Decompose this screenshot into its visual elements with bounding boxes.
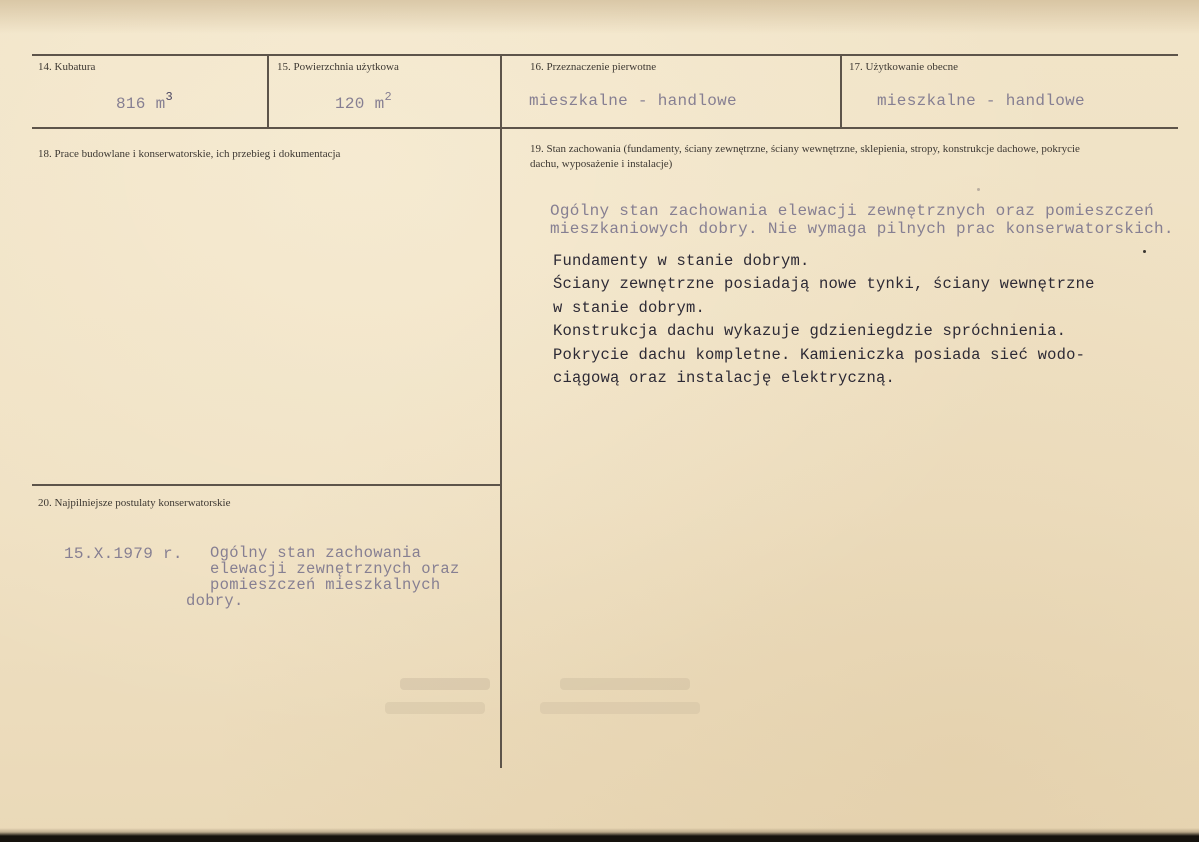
postulaty-line: pomieszczeń mieszkalnych (210, 576, 441, 594)
row1-bottom-rule (32, 127, 1178, 129)
postulaty-line: elewacji zewnętrznych oraz (210, 560, 460, 578)
divider-16-17 (840, 54, 842, 128)
stan-zachowania-summary (550, 202, 1174, 238)
top-rule (32, 54, 1178, 56)
przeznaczenie-label: 16. Przeznaczenie pierwotne (530, 61, 657, 73)
postulaty-text (186, 544, 460, 610)
detail-line: Konstrukcja dachu wykazuje gdzieniegdzie spróchnienia. (553, 322, 1067, 341)
stan-zachowania-label: 19. Stan zachowania (fundamenty, ściany zewnętrzne, ściany wewnętrzne, sklepienia, stropy, konstrukcje dachowe, pokrycie dachu, wyposażenie i instalacje) (530, 143, 1080, 170)
kubatura-number: 816 m (116, 95, 166, 113)
bleed-through-mark (560, 678, 690, 690)
kubatura-label: 14. Kubatura (38, 61, 96, 73)
uzytkowanie-label: 17. Użytkowanie obecne (849, 61, 959, 73)
uzytkowanie-value: mieszkalne - handlowe (877, 92, 1085, 110)
powierzchnia-label: 15. Powierzchnia użytkowa (277, 61, 399, 73)
prace-budowlane-label: 18. Prace budowlane i konserwatorskie, ich przebieg i dokumentacja (38, 148, 341, 160)
paper-bottom-edge (0, 828, 1199, 842)
postulaty-line: dobry. (186, 592, 244, 610)
ink-speck (977, 188, 980, 191)
detail-line: Ściany zewnętrzne posiadają nowe tynki, ściany wewnętrzne (553, 275, 1095, 294)
detail-line: ciągową oraz instalację elektryczną. (553, 369, 896, 388)
divider-main (500, 54, 502, 768)
postulaty-date: 15.X.1979 r. (64, 545, 183, 563)
detail-line: w stanie dobrym. (553, 298, 706, 317)
powierzchnia-number: 120 m (335, 95, 385, 113)
bleed-through-mark (540, 702, 700, 714)
powierzchnia-unit-exponent: 2 (384, 90, 393, 104)
postulaty-label: 20. Najpilniejsze postulaty konserwatorskie (38, 497, 231, 509)
divider-14-15 (267, 54, 269, 128)
przeznaczenie-value: mieszkalne - handlowe (529, 92, 737, 110)
stan-zachowania-details (553, 250, 1095, 390)
ink-speck (1143, 250, 1146, 253)
bleed-through-mark (385, 702, 485, 714)
summary-line: mieszkaniowych dobry. Nie wymaga pilnych prac konserwatorskich. (550, 220, 1174, 238)
paper-top-shading (0, 0, 1199, 34)
detail-line: Fundamenty w stanie dobrym. (553, 252, 810, 270)
powierzchnia-value (335, 90, 392, 113)
detail-line: Pokrycie dachu kompletne. Kamieniczka posiada sieć wodo- (553, 345, 1086, 364)
section20-top-rule (32, 484, 500, 486)
kubatura-unit-exponent: 3 (165, 90, 174, 104)
postulaty-line: Ogólny stan zachowania (210, 544, 422, 562)
summary-line: Ogólny stan zachowania elewacji zewnętrznych oraz pomieszczeń (550, 202, 1154, 220)
bleed-through-mark (400, 678, 490, 690)
kubatura-value (116, 90, 173, 113)
